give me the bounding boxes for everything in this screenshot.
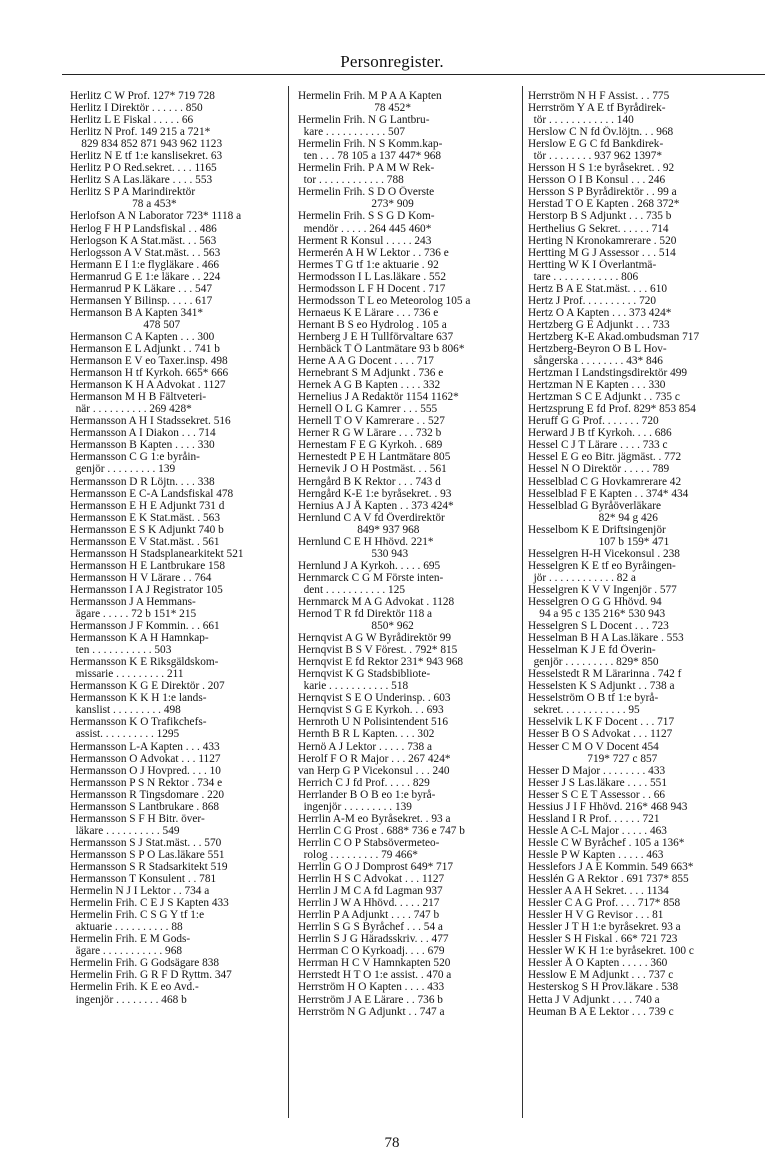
register-entry: Hernaeus K E Lärare . . . 736 e	[298, 306, 439, 319]
register-entry: Hermanson M H B Fältveteri-	[70, 391, 207, 404]
register-entry: Hessler W K H 1:e byråsekret. 100 c	[528, 945, 694, 958]
register-entry: Hernell T O V Kamrerare . . 527	[298, 415, 445, 428]
register-entry: Hesslefors J A E Kommin. 549 663*	[528, 861, 694, 873]
register-entry: Hesselblad C G Hovkamrerare 42	[528, 475, 682, 488]
register-entry: Herrman C O Kyrkoadj. . . . 679	[298, 945, 445, 958]
register-entry: Hertting M G J Assessor . . . 514	[528, 246, 676, 259]
register-entry: Hesselgren K V V Ingenjör . 577	[528, 583, 677, 596]
register-entry: Hertting W K I Överlantmä-	[528, 258, 657, 271]
register-entry: Hermodsson I L Las.läkare . 552	[298, 270, 446, 283]
register-entry: Hessler H V G Revisor . . . 81	[528, 909, 664, 922]
register-entry: Herrlander B O B eo 1:e byrå-	[298, 788, 436, 801]
register-entry: Herrich C J fd Prof. . . . . 829	[298, 776, 430, 789]
register-entry: Hertzsprung E fd Prof. 829* 853 854	[528, 403, 696, 416]
register-entry: mendör . . . . . 264 445 460*	[298, 222, 432, 235]
register-column-2	[298, 90, 518, 1018]
register-entry: Hesser D Major . . . . . . . . 433	[528, 764, 666, 777]
register-entry: 719* 727 c 857	[528, 752, 658, 765]
register-entry: Hesslow E M Adjunkt . . . 737 c	[528, 969, 674, 982]
register-entry: Hernbäck T Ö Lantmätare 93 b 806*	[298, 342, 465, 355]
register-entry: Hermelin Frih. S S G D Kom-	[298, 210, 435, 223]
register-entry: Herlitz S A Las.läkare . . . . 553	[70, 174, 213, 187]
register-entry: Hessle P W Kapten . . . . . 463	[528, 848, 664, 861]
register-entry: Hernestedt P E H Lantmätare 805	[298, 451, 451, 464]
register-entry: Hesser S C E T Assessor . . 66	[528, 788, 666, 801]
register-entry: Hernqvist K G Stadsbibliote-	[298, 668, 431, 681]
register-entry: 94 a 95 c 135 216* 530 943	[528, 608, 666, 621]
register-entry: Hernmarck M A G Advokat . 1128	[298, 595, 455, 608]
register-entry: Herward J B tf Kyrkoh. . . . 686	[528, 427, 672, 440]
register-entry: Herner R G W Lärare . . . 732 b	[298, 427, 442, 440]
register-entry: Herlog F H P Landsfiskal . . 486	[70, 222, 217, 235]
register-entry: Hermanson C A Kapten . . . 300	[70, 330, 215, 343]
register-entry: Hessle C W Byråchef . 105 a 136*	[528, 836, 685, 849]
register-entry: Hermansson K E Riksgäldskom-	[70, 656, 219, 669]
register-entry: Herrlin C O P Stabsövermeteo-	[298, 836, 440, 849]
register-entry: Hermansson K O Trafikchefs-	[70, 716, 207, 729]
register-entry: Hermansson A H I Stadssekret. 516	[70, 415, 231, 428]
register-entry: Hersson O I B Konsul . . . 246	[528, 174, 666, 187]
register-entry: Hernlund C A V fd Överdirektör	[298, 511, 445, 524]
register-entry: Herlitz L E Fiskal . . . . . 66	[70, 114, 194, 127]
register-entry: assist. . . . . . . . . . 1295	[70, 728, 180, 741]
register-entry: 829 834 852 871 943 962 1123	[70, 138, 223, 151]
register-entry: Hermansson D R Löjtn. . . . 338	[70, 475, 215, 488]
page-number: 78	[384, 1135, 400, 1151]
register-entry: Hernö A J Lektor . . . . . 738 a	[298, 740, 432, 753]
register-entry: Hessler S H Fiskal . 66* 721 723	[528, 933, 678, 946]
register-entry: Herlogson K A Stat.mäst. . . 563	[70, 234, 217, 247]
register-entry: Hermansson H Stadsplanearkitekt 521	[70, 547, 244, 560]
register-entry: Hernelius J A Redaktör 1154 1162*	[298, 391, 459, 404]
register-entry: Hermansson E H E Adjunkt 731 d	[70, 499, 225, 512]
register-entry: Hersson H S 1:e byråsekret. . 92	[528, 162, 675, 175]
register-entry: tör . . . . . . . . . . . . 140	[528, 114, 634, 127]
register-entry: Hermanrud P K Läkare . . . 547	[70, 282, 213, 295]
register-entry: Hermelin Frih. E M Gods-	[70, 933, 191, 946]
register-entry: rolog . . . . . . . . . 79 466*	[298, 848, 418, 861]
register-entry: Hernestam F E G Kyrkoh. . 689	[298, 439, 443, 452]
register-entry: Herolf F O R Major . . . 267 424*	[298, 752, 451, 765]
register-entry: Hermanson E L Adjunkt . . 741 b	[70, 342, 220, 355]
register-entry: Heruff G G Prof. . . . . . . 720	[528, 415, 659, 428]
register-entry: Hertz O A Kapten . . . 373 424*	[528, 306, 672, 319]
register-entry: Herrlin J M C A fd Lagman 937	[298, 885, 443, 898]
register-entry: Herthelius G Sekret. . . . . . 714	[528, 222, 669, 235]
register-entry: Hernth B R L Kapten. . . . 302	[298, 728, 435, 741]
register-entry: Hernroth U N Polisintendent 516	[298, 716, 448, 729]
register-entry: Hermansson K A H Hamnkap-	[70, 632, 209, 645]
register-entry: Hertzman N E Kapten . . . 330	[528, 379, 666, 392]
register-entry: aktuarie . . . . . . . . . . 88	[70, 921, 183, 934]
register-entry: Hesterskog S H Prov.läkare . 538	[528, 981, 679, 994]
register-entry: Herlogsson A V Stat.mäst. . . 563	[70, 246, 221, 259]
register-entry: Herlofson A N Laborator 723* 1118 a	[70, 210, 242, 223]
register-entry: Hermanson K H A Advokat . 1127	[70, 379, 226, 392]
register-entry: Hernod T R fd Direktör 118 a	[298, 608, 433, 621]
register-entry: Hesselgren K E tf eo Byråingen-	[528, 559, 676, 572]
register-entry: 82* 94 g 426	[528, 511, 658, 524]
register-entry: Hermodsson L F H Docent . 717	[298, 282, 446, 295]
register-entry: Hernmarck C G M Förste inten-	[298, 571, 444, 584]
register-entry: Hermansson B Kapten . . . . 330	[70, 439, 215, 452]
register-entry: Hermansson S Lantbrukare . 868	[70, 800, 220, 813]
register-entry: ten . . . 78 105 a 137 447* 968	[298, 150, 442, 163]
register-entry: Hessland I R Prof. . . . . . 721	[528, 812, 660, 825]
register-entry: 849* 937 968	[298, 523, 420, 536]
register-entry: Hermansson K G E Direktör . 207	[70, 680, 225, 693]
register-entry: när . . . . . . . . . . 269 428*	[70, 403, 192, 416]
register-entry: kare . . . . . . . . . . . 507	[298, 126, 405, 139]
register-entry: Hermansson C G 1:e byråin-	[70, 451, 200, 464]
column-divider	[522, 86, 523, 1118]
register-entry: Hermelin Frih. G R F D Ryttm. 347	[70, 969, 232, 982]
register-entry: Hermansson E S K Adjunkt 740 b	[70, 523, 224, 536]
register-entry: Herrlin S J G Häradsskriv. . . 477	[298, 933, 449, 946]
register-entry: Hermanson H tf Kyrkoh. 665* 666	[70, 367, 229, 380]
register-entry: Herlitz N Prof. 149 215 a 721*	[70, 126, 211, 139]
register-entry: 530 943	[298, 547, 409, 560]
register-entry: Hessler J T H 1:e byråsekret. 93 a	[528, 921, 681, 934]
register-entry: 107 b 159* 471	[528, 535, 670, 548]
register-entry: 273* 909	[298, 198, 414, 211]
register-entry: Hesselsten K S Adjunkt . . 738 a	[528, 680, 675, 693]
register-entry: Herrlin J W A Hhövd. . . . . 217	[298, 897, 440, 910]
register-entry: Hertzberg-Beyron O B L Hov-	[528, 342, 667, 355]
register-entry: Hernqvist S E O Underinsp. . 603	[298, 692, 451, 705]
register-entry: Herrström H O Kapten . . . . 433	[298, 981, 445, 994]
register-entry: Hessler C A G Prof. . . . 717* 858	[528, 897, 681, 910]
register-entry: Hernebrant S M Adjunkt . 736 e	[298, 367, 444, 380]
register-entry: Hermansson L-A Kapten . . . 433	[70, 740, 220, 753]
register-entry: Hertzman I Landstingsdirektör 499	[528, 367, 688, 380]
register-entry: Hermelin Frih. K E eo Avd.-	[70, 981, 199, 994]
register-entry: Hessel E G eo Bitr. jägmäst. . 772	[528, 451, 682, 464]
register-entry: Herlitz I Direktör . . . . . . 850	[70, 102, 203, 115]
register-entry: Hesselbom K E Driftsingenjör	[528, 523, 666, 536]
register-entry: ägare . . . . . 72 b 151* 215	[70, 608, 197, 621]
register-entry: Hesselblad F E Kapten . . 374* 434	[528, 487, 689, 500]
register-entry: Hessel N O Direktör . . . . . 789	[528, 463, 670, 476]
register-entry: Hermansson K K H 1:e lands-	[70, 692, 207, 705]
register-entry: Herting N Kronokamrerare . 520	[528, 234, 677, 247]
register-entry: Herne A A G Docent . . . . 717	[298, 355, 434, 368]
register-entry: Hermansen Y Bilinsp. . . . . 617	[70, 294, 213, 307]
register-entry: Hernqvist S G E Kyrkoh. . . 693	[298, 704, 444, 717]
register-entry: Hessler A A H Sekret. . . . 1134	[528, 885, 669, 898]
register-column-1	[70, 90, 280, 1006]
register-entry: Herslow E G C fd Bankdirek-	[528, 138, 664, 151]
register-entry: Hermansson A I Diakon . . . 714	[70, 427, 216, 440]
register-entry: Hermansson P S N Rektor . 734 e	[70, 776, 223, 789]
register-entry: Hermansson J F Kommin. . . 661	[70, 620, 220, 633]
column-divider	[288, 86, 289, 1118]
register-entry: Hermelin Frih. M P A A Kapten	[298, 90, 442, 102]
register-entry: Hermanrud G E 1:e läkare . . 224	[70, 270, 221, 283]
register-entry: Hernqvist B S V Förest. . 792* 815	[298, 644, 458, 657]
register-entry: Hesselgren S L Docent . . . 723	[528, 620, 669, 633]
register-entry: Hessler Å O Kapten . . . . . 360	[528, 957, 668, 970]
register-entry: 78 a 453*	[70, 198, 177, 211]
register-entry: Hermansson S F H Bitr. över-	[70, 812, 205, 825]
register-entry: 850* 962	[298, 620, 414, 633]
register-entry: Hesselstedt R M Lärarinna . 742 f	[528, 668, 682, 681]
header-rule	[62, 74, 765, 75]
register-entry: 478 507	[70, 318, 181, 331]
register-entry: Hesselgren O G G Hhövd. 94	[528, 595, 662, 608]
register-entry: Hermelin Frih. N S Komm.kap-	[298, 138, 443, 151]
register-entry: tör . . . . . . . . 937 962 1397*	[528, 150, 662, 163]
register-entry: Heuman B A E Lektor . . . 739 c	[528, 1005, 674, 1018]
register-entry: Herngård K-E 1:e byråsekret. . 93	[298, 487, 452, 500]
register-entry: Hernlund C E H Hhövd. 221*	[298, 535, 434, 548]
register-entry: Herrström N H F Assist. . . 775	[528, 90, 670, 102]
register-entry: Hermansson S P O Las.läkare 551	[70, 848, 225, 861]
register-entry: Hernius A J Å Kapten . . 373 424*	[298, 499, 454, 512]
register-entry: Herstad T O E Kapten . 268 372*	[528, 198, 680, 211]
register-entry: karie . . . . . . . . . . . 518	[298, 680, 409, 693]
register-entry: Hermansson S J Stat.mäst. . . 570	[70, 836, 222, 849]
register-entry: Hertz J Prof. . . . . . . . . . 720	[528, 294, 657, 307]
register-entry: Hermanson E V eo Taxer.insp. 498	[70, 355, 228, 368]
register-entry: Herrlin P A Adjunkt . . . . 747 b	[298, 909, 440, 922]
register-entry: Hermelin Frih. C E J S Kapten 433	[70, 897, 229, 910]
register-entry: Herrlin H S C Advokat . . . 1127	[298, 873, 445, 886]
register-entry: Hernevik J O H Postmäst. . . 561	[298, 463, 447, 476]
register-entry: missarie . . . . . . . . . 211	[70, 668, 184, 681]
register-entry: Hermerén A H W Lektor . . 736 e	[298, 246, 449, 259]
register-entry: Hermann E I 1:e flygläkare . 466	[70, 258, 219, 271]
register-entry: Hernlund J A Kyrkoh. . . . . 695	[298, 559, 441, 572]
register-entry: Hermansson H V Lärare . . 764	[70, 571, 212, 584]
register-entry: Hessle A C-L Major . . . . . 463	[528, 824, 667, 837]
register-entry: Herlitz S P A Marindirektör	[70, 186, 196, 199]
register-entry: Herrlin A-M eo Byråsekret. . 93 a	[298, 812, 451, 825]
register-entry: Herslow C N fd Öv.löjtn. . . 968	[528, 126, 674, 139]
register-entry: Hernqvist E fd Rektor 231* 943 968	[298, 656, 464, 669]
register-entry: Hesselvik L K F Docent . . . 717	[528, 716, 675, 729]
register-entry: sångerska . . . . . . . . 43* 846	[528, 355, 663, 368]
register-entry: Hermansson O Advokat . . . 1127	[70, 752, 221, 765]
register-entry: 78 452*	[298, 102, 411, 115]
register-entry: Herrström N G Adjunkt . . 747 a	[298, 1005, 445, 1018]
register-entry: Hermelin Frih. P A M W Rek-	[298, 162, 435, 175]
register-entry: Herrlin G O J Domprost 649* 717	[298, 861, 454, 873]
register-entry: Hesser J S Las.läkare . . . . 551	[528, 776, 667, 789]
register-entry: Hermansson E V Stat.mäst. . 561	[70, 535, 220, 548]
register-entry: Hersson S P Byrådirektör . . 99 a	[528, 186, 677, 199]
register-entry: ingenjör . . . . . . . . . 139	[298, 800, 412, 813]
register-entry: Herrlin S G S Byråchef . . . 54 a	[298, 921, 443, 934]
register-entry: Hertz B A E Stat.mäst. . . . 610	[528, 282, 668, 295]
register-entry: genjör . . . . . . . . . 139	[70, 463, 176, 476]
register-entry: Herngård B K Rektor . . . 743 d	[298, 475, 441, 488]
register-entry: Hermelin Frih. S D O Överste	[298, 186, 435, 199]
register-entry: Hernek A G B Kapten . . . . 332	[298, 379, 441, 392]
register-entry: Herrlin C G Prost . 688* 736 e 747 b	[298, 824, 465, 837]
register-entry: dent . . . . . . . . . . . 125	[298, 583, 406, 596]
register-entry: Herstorp B S Adjunkt . . . 735 b	[528, 210, 672, 223]
register-entry: Hertzberg G E Adjunkt . . . 733	[528, 318, 670, 331]
register-entry: tare . . . . . . . . . . . . 806	[528, 270, 639, 283]
register-entry: Herment R Konsul . . . . . 243	[298, 234, 432, 247]
register-entry: Hermansson J A Hemmans-	[70, 595, 196, 608]
register-entry: Hermelin Frih. C S G Y tf 1:e	[70, 909, 205, 922]
register-entry: Hermansson E K Stat.mäst. . 563	[70, 511, 220, 524]
register-entry: Herrman H C V Hamnkapten 520	[298, 957, 451, 970]
register-entry: Hernberg J E H Tullförvaltare 637	[298, 330, 454, 343]
register-entry: Hertzberg K-E Akad.ombudsman 717	[528, 330, 700, 343]
register-entry: läkare . . . . . . . . . . 549	[70, 824, 180, 837]
register-entry: Hertzman S C E Adjunkt . . 735 c	[528, 391, 680, 404]
register-entry: Hermansson S R Stadsarkitekt 519	[70, 861, 228, 873]
register-entry: Herrstedt H T O 1:e assist. . 470 a	[298, 969, 452, 982]
register-entry: Herlitz N E tf 1:e kanslisekret. 63	[70, 150, 223, 163]
register-entry: Hernqvist A G W Byrådirektör 99	[298, 632, 452, 645]
register-entry: Hernell O L G Kamrer . . . 555	[298, 403, 438, 416]
register-entry: Hesselman K J E fd Överin-	[528, 644, 656, 657]
register-entry: Herlitz P O Red.sekret. . . . 1165	[70, 162, 217, 175]
register-entry: Hermanson B A Kapten 341*	[70, 306, 204, 319]
register-entry: Hermelin Frih. N G Lantbru-	[298, 114, 430, 127]
register-entry: Hermansson O J Hovpred. . . . 10	[70, 764, 221, 777]
register-entry: ingenjör . . . . . . . . 468 b	[70, 993, 187, 1006]
register-entry: Hermes T G tf 1:e aktuarie . 92	[298, 258, 439, 271]
register-entry: ägare . . . . . . . . . . . 968	[70, 945, 183, 958]
register-entry: Hermansson T Konsulent . . 781	[70, 873, 217, 886]
register-entry: jör . . . . . . . . . . . . 82 a	[528, 571, 636, 584]
register-entry: Hermansson I A J Registrator 105	[70, 583, 223, 596]
register-entry: Hermansson E C-A Landsfiskal 478	[70, 487, 234, 500]
page-title: Personregister.	[340, 52, 444, 71]
register-entry: Hessius J I F Hhövd. 216* 468 943	[528, 800, 688, 813]
register-column-3	[528, 90, 760, 1018]
register-entry: Herrström J A E Lärare . . 736 b	[298, 993, 443, 1006]
register-entry: Hetta J V Adjunkt . . . . 740 a	[528, 993, 660, 1006]
register-entry: Herlitz C W Prof. 127* 719 728	[70, 90, 215, 102]
register-entry: Hesselgren H-H Vicekonsul . 238	[528, 547, 680, 560]
register-entry: Hermelin Frih. G Godsägare 838	[70, 957, 220, 970]
register-entry: Hermansson H E Lantbrukare 158	[70, 559, 225, 572]
register-entry: Herrström Y A E tf Byrådirek-	[528, 102, 666, 115]
register-entry: ten . . . . . . . . . . . 503	[70, 644, 172, 657]
register-entry: Hesslén G A Rektor . 691 737* 855	[528, 873, 689, 886]
register-entry: van Herp G P Vicekonsul . . . 240	[298, 764, 450, 777]
register-entry: Hesser C M O V Docent 454	[528, 740, 659, 753]
register-entry: Hesser B O S Advokat . . . 1127	[528, 728, 673, 741]
register-entry: tor . . . . . . . . . . . . 788	[298, 174, 404, 187]
register-entry: Hermodsson T L eo Meteorolog 105 a	[298, 294, 471, 307]
register-entry: sekret. . . . . . . . . . . . 95	[528, 704, 640, 717]
register-entry: Hermelin N J I Lektor . . 734 a	[70, 885, 210, 898]
register-entry: kanslist . . . . . . . . . 498	[70, 704, 181, 717]
register-entry: Hermansson R Tingsdomare . 220	[70, 788, 225, 801]
register-entry: Hesselblad G Byråöverläkare	[528, 499, 661, 512]
register-entry: Hernant B S eo Hydrolog . 105 a	[298, 318, 447, 331]
register-entry: genjör . . . . . . . . . 829* 850	[528, 656, 659, 669]
register-entry: Hesselman B H A Las.läkare . 553	[528, 632, 684, 645]
register-entry: Hesselström O B tf 1:e byrå-	[528, 692, 659, 705]
register-entry: Hessel C J T Lärare . . . . 733 c	[528, 439, 668, 452]
